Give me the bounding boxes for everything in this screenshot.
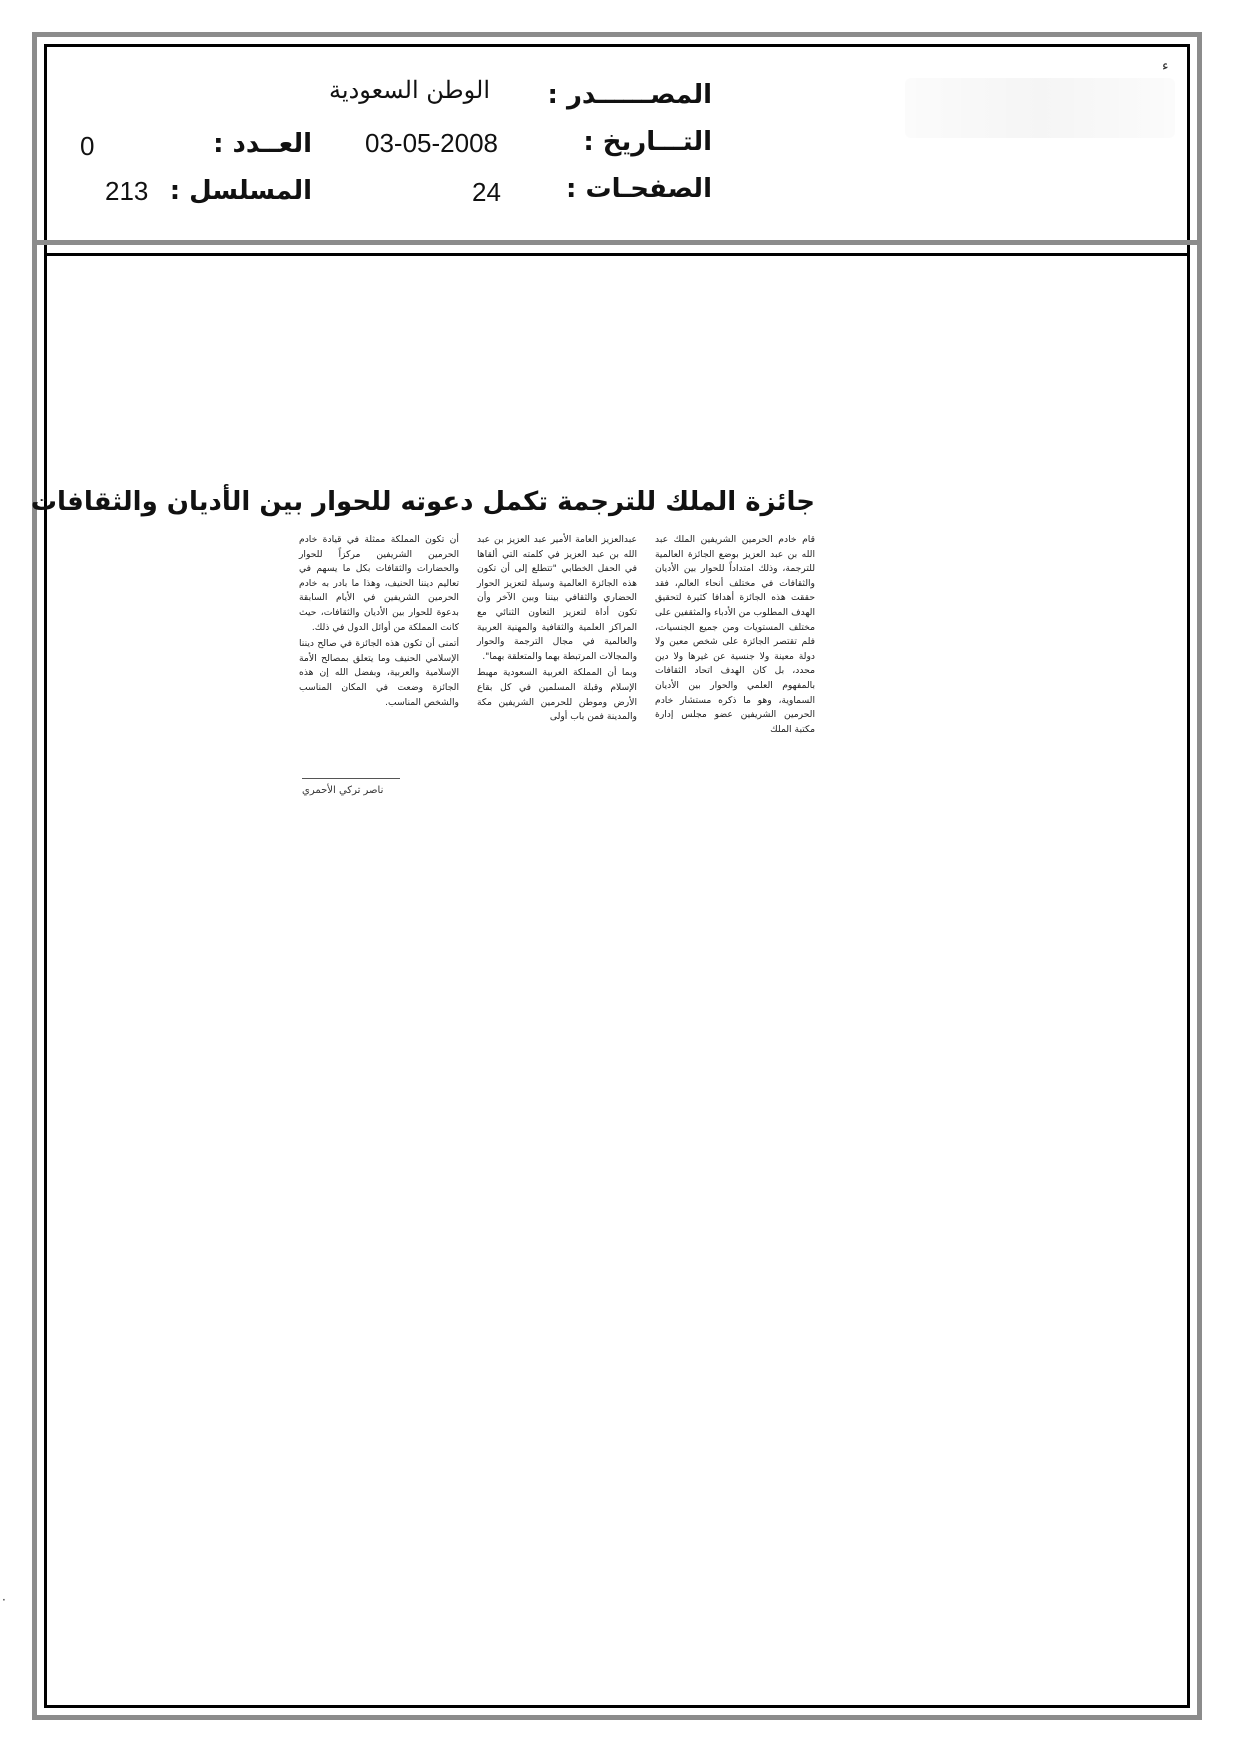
date-value: 03-05-2008 xyxy=(365,128,498,158)
article-clipping xyxy=(30,485,815,810)
article-paragraph: أن تكون المملكة ممثلة في قيادة خادم الحرمين الشريفين مركزاً للحوار والحضارات والثقافات بكل ما يسهم في تعاليم ديننا الحنيف، وهذا ما بادر به خادم الحرمين الشريفين في الأيام السابقة بدعوة للحوار بين الأديان والثقافات، حيث كانت المملكة من أوائل الدول في ذلك. xyxy=(299,534,459,633)
date-label: التـــاريخ : xyxy=(583,127,712,157)
article-column-3 xyxy=(299,533,459,712)
author-divider xyxy=(302,778,400,779)
pages-value: 24 xyxy=(472,177,501,207)
corner-mark: ء xyxy=(1162,58,1169,74)
article-paragraph: قام خادم الحرمين الشريفين الملك عبد الله بن عبد العزيز بوضع الجائزة العالمية للترجمة، وذلك امتداداً للحوار بين الأديان والثقافات في مختلف أنحاء العالم، فقد حققت هذه الجائزة أهدافا كثيرة لتحقيق الهدف المطلوب من الأدباء والمثقفين على مختلف المستويات ومن جميع الجنسيات، فلم تقتصر الجائزة على شخص معين ولا دولة معينة ولا جنسية عن غيرها ولا دين محدد، بل كان الهدف اتحاد الثقافات بالمفهوم العلمي والحوار بين الأديان السماوية، وهو ما ذكره مستشار خادم الحرمين الشريفين عضو مجلس إدارة مكتبة الملك xyxy=(655,534,815,735)
article-headline: جائزة الملك للترجمة تكمل دعوته للحوار بين الأديان والثقافات xyxy=(30,487,815,517)
article-column-1 xyxy=(655,533,815,739)
serial-label: المسلسل : xyxy=(169,176,312,206)
faint-logo-watermark xyxy=(905,78,1175,138)
article-paragraph: وبما أن المملكة العربية السعودية مهبط الإسلام وقبلة المسلمين في كل بقاع الأرض وموطن للحرمين الشريفين مكة والمدينة فمن باب أولى xyxy=(477,667,637,723)
issue-value: 0 xyxy=(80,131,95,161)
margin-dot: · xyxy=(2,1593,6,1607)
serial-value: 213 xyxy=(105,176,149,206)
article-paragraph: أتمنى أن تكون هذه الجائزة في صالح ديننا الإسلامي الحنيف وما يتعلق بمصالح الأمة الإسلامية والعربية، وبفضل الله إن هذه الجائزة وضعت في المكان المناسب والشخص المناسب. xyxy=(299,638,459,708)
source-label: المصــــــدر : xyxy=(547,80,712,110)
header-separator-black xyxy=(44,253,1190,256)
pages-label: الصفحـات : xyxy=(566,174,712,204)
article-column-2 xyxy=(477,533,637,727)
header-separator-gray xyxy=(37,240,1197,245)
article-author: ناصر تركي الأحمري xyxy=(302,785,384,796)
issue-label: العــدد : xyxy=(213,129,312,159)
inner-frame xyxy=(30,44,1190,1708)
source-value: الوطن السعودية xyxy=(329,76,490,104)
article-paragraph: عبدالعزيز العامة الأمير عبد العزيز بن عبد الله بن عبد العزيز في كلمته التي ألقاها في الحفل الخطابي "تتطلع إلى أن تكون هذه الجائزة العالمية وسيلة لتعزيز الحوار الحضاري والثقافي بيننا وبين الآخر وأن تكون أداة لتعزيز التعاون الثنائي مع المراكز العلمية والثقافية والمهنية العربية والعالمية في مجال الترجمة والحوار والمجالات المرتبطة بهما والمتعلقة بهما". xyxy=(477,534,637,662)
